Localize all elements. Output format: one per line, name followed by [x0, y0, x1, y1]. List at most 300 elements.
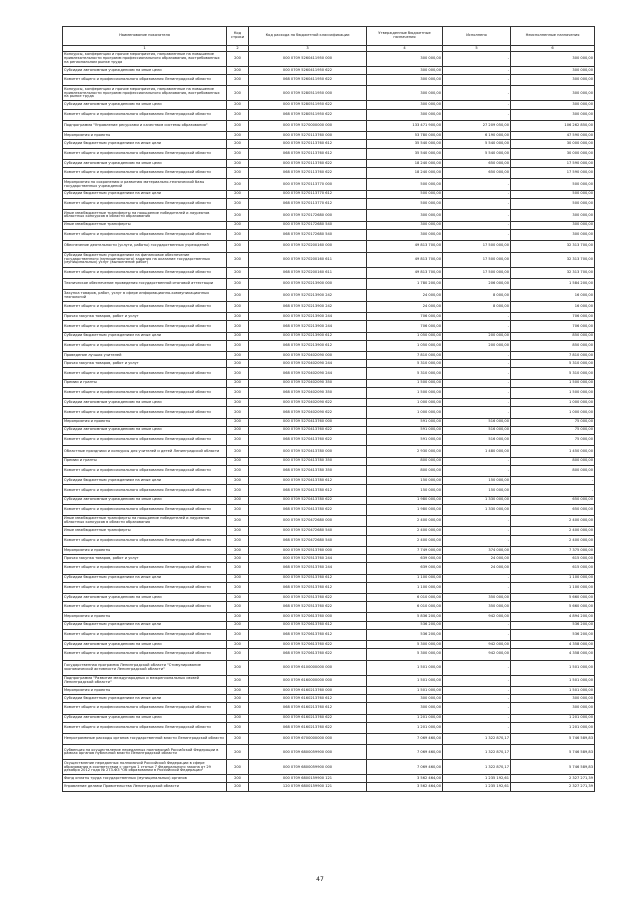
row-line-code: 200	[227, 278, 249, 289]
row-budget-code: 000 0709 5270413780 622	[249, 496, 367, 504]
row-budget-code: 000 0709 5270213900 612	[249, 332, 367, 340]
row-budget-code: 000 0709 5270113760 000	[249, 132, 367, 140]
table-row	[63, 594, 595, 602]
row-budget-code: 000 0709 5270413780 612	[249, 477, 367, 485]
row-executed: -	[443, 229, 511, 240]
table-row	[63, 535, 595, 546]
row-unexecuted: 850 000,00	[511, 332, 595, 340]
header-line-code: Код строки	[227, 27, 249, 46]
row-executed: -	[443, 621, 511, 629]
table-row	[63, 602, 595, 613]
row-unexecuted: 615 000,00	[511, 563, 595, 574]
row-line-code: 200	[227, 229, 249, 240]
row-executed: -	[443, 109, 511, 120]
row-approved: 1 980 000,00	[367, 504, 443, 515]
row-unexecuted: 16 000,00	[511, 301, 595, 312]
row-name: Комитет общего и профессионального образования Ленинградской области	[63, 75, 227, 86]
row-name: Субсидии бюджетным учреждениям на иные цели	[63, 190, 227, 198]
row-unexecuted: 2 400 000,00	[511, 516, 595, 527]
row-executed: -	[443, 387, 511, 398]
table-row	[63, 582, 595, 593]
table-row	[63, 229, 595, 240]
row-name: Комитет общего и профессионального образования Ленинградской области	[63, 321, 227, 332]
row-unexecuted: 32 313 700,00	[511, 252, 595, 267]
row-approved: 3 562 464,00	[367, 783, 443, 791]
table-row	[63, 760, 595, 775]
row-executed: 200 000,00	[443, 340, 511, 351]
row-budget-code: 068 0709 6160213760 622	[249, 722, 367, 733]
row-approved: 35 540 000,00	[367, 148, 443, 159]
row-approved: 1 501 000,00	[367, 660, 443, 675]
row-approved: 591 000,00	[367, 426, 443, 434]
table-row	[63, 457, 595, 465]
row-approved: 24 000,00	[367, 301, 443, 312]
row-unexecuted: 75 000,00	[511, 418, 595, 426]
row-executed: 1 322 870,17	[443, 760, 511, 775]
row-unexecuted: 1 000 000,00	[511, 399, 595, 407]
row-name: Субсидии бюджетным учреждениям на иные цели	[63, 695, 227, 703]
table-row	[63, 686, 595, 694]
row-executed: 8 000,00	[443, 290, 511, 301]
row-approved: 7 069 460,00	[367, 760, 443, 775]
table-row	[63, 418, 595, 426]
row-approved: 1 050 000,00	[367, 340, 443, 351]
row-approved: 5 836 200,00	[367, 613, 443, 621]
row-approved: 35 540 000,00	[367, 140, 443, 148]
row-name: Премии и гранты	[63, 379, 227, 387]
row-approved: 639 000,00	[367, 555, 443, 563]
row-approved: 18 240 000,00	[367, 168, 443, 179]
table-row	[63, 477, 595, 485]
row-budget-code: 068 0709 5270402090 350	[249, 387, 367, 398]
row-unexecuted: 1 500 000,00	[511, 379, 595, 387]
row-unexecuted: 30 000 000,00	[511, 140, 595, 148]
row-budget-code: 000 0709 5280511950 622	[249, 101, 367, 109]
row-budget-code: 000 0709 5270402090 000	[249, 352, 367, 360]
row-line-code: 200	[227, 783, 249, 791]
row-executed: -	[443, 535, 511, 546]
row-approved: 2 400 000,00	[367, 516, 443, 527]
row-name: Прочая закупка товаров, работ и услуг	[63, 313, 227, 321]
row-line-code: 200	[227, 101, 249, 109]
row-budget-code: 068 0709 5270213900 244	[249, 321, 367, 332]
row-unexecuted: 75 000,00	[511, 434, 595, 445]
row-name: Комитет общего и профессионального образования Ленинградской области	[63, 198, 227, 209]
row-line-code: 200	[227, 714, 249, 722]
row-line-code: 200	[227, 301, 249, 312]
row-budget-code: 000 0709 5270113760 612	[249, 140, 367, 148]
row-name: Комитет общего и профессионального образования Ленинградской области	[63, 582, 227, 593]
row-executed: 24 000,00	[443, 555, 511, 563]
row-budget-code: 000 0709 5270402090 622	[249, 399, 367, 407]
row-budget-code: 000 0709 5270513760 000	[249, 546, 367, 554]
table-row	[63, 221, 595, 229]
row-budget-code: 068 0709 5270113760 622	[249, 168, 367, 179]
row-approved: 706 000,00	[367, 321, 443, 332]
row-executed: -	[443, 360, 511, 368]
row-budget-code: 000 0709 5270472680 540	[249, 527, 367, 535]
row-executed: 516 000,00	[443, 434, 511, 445]
row-line-code: 200	[227, 504, 249, 515]
table-row	[63, 340, 595, 351]
row-line-code: 200	[227, 221, 249, 229]
row-unexecuted: 1 501 000,00	[511, 675, 595, 686]
table-row	[63, 527, 595, 535]
table-row	[63, 621, 595, 629]
row-budget-code: 068 0709 5270513760 612	[249, 582, 367, 593]
row-unexecuted: 1 000 000,00	[511, 407, 595, 418]
row-approved: 536 200,00	[367, 621, 443, 629]
table-row	[63, 321, 595, 332]
row-approved: 1 980 000,00	[367, 496, 443, 504]
row-budget-code: 000 0709 5270000000 000	[249, 120, 367, 131]
row-name: Конкурсы, конференции и прочие мероприятия, направленные на повышение привлекательности программ профессионального образования, востребованных на региональном рынке труда	[63, 52, 227, 67]
row-name: Мероприятия по сохранению и развитию материально-технической базы государственных учреждений	[63, 179, 227, 190]
row-executed: 200 000,00	[443, 332, 511, 340]
row-budget-code: 068 0709 5270200160 611	[249, 267, 367, 278]
row-unexecuted: 300 000,00	[511, 75, 595, 86]
row-name: Комитет общего и профессионального образования Ленинградской области	[63, 109, 227, 120]
row-line-code: 200	[227, 675, 249, 686]
row-unexecuted: 1 501 000,00	[511, 660, 595, 675]
row-approved: 591 000,00	[367, 434, 443, 445]
row-executed: -	[443, 379, 511, 387]
row-line-code: 200	[227, 52, 249, 67]
row-name: Комитет общего и профессионального образования Ленинградской области	[63, 722, 227, 733]
row-approved: 1 780 200,00	[367, 278, 443, 289]
row-line-code: 200	[227, 485, 249, 496]
row-approved: 49 813 700,00	[367, 267, 443, 278]
table-row	[63, 649, 595, 660]
table-row	[63, 241, 595, 252]
row-name: Комитет общего и профессионального образования Ленинградской области	[63, 504, 227, 515]
row-approved: 5 300 000,00	[367, 649, 443, 660]
row-line-code: 200	[227, 496, 249, 504]
row-executed: 6 190 000,00	[443, 132, 511, 140]
row-approved: 536 200,00	[367, 629, 443, 640]
row-name: Комитет общего и профессионального образования Ленинградской области	[63, 168, 227, 179]
row-executed: 17 500 000,00	[443, 267, 511, 278]
row-line-code: 200	[227, 210, 249, 221]
row-line-code: 200	[227, 198, 249, 209]
row-name: Субсидии автономным учреждениям на иные цели	[63, 67, 227, 75]
row-line-code: 200	[227, 602, 249, 613]
table-row	[63, 267, 595, 278]
row-budget-code: 000 0709 5270113770 612	[249, 190, 367, 198]
column-number: 2	[227, 46, 249, 52]
row-name: Комитет общего и профессионального образования Ленинградской области	[63, 301, 227, 312]
row-approved: 300 000,00	[367, 75, 443, 86]
row-line-code: 200	[227, 734, 249, 745]
row-approved: 6 010 000,00	[367, 594, 443, 602]
row-line-code: 200	[227, 290, 249, 301]
row-name: Областные праздники и конкурсы для учителей и детей Ленинградской области	[63, 446, 227, 457]
row-budget-code: 068 0709 5270613760 612	[249, 629, 367, 640]
row-name: Иные межбюджетные трансферты на поощрение победителей и лауреатов областных конкурсов в области образования	[63, 516, 227, 527]
row-executed: 942 000,00	[443, 649, 511, 660]
row-executed: -	[443, 457, 511, 465]
row-name: Комитет общего и профессионального образования Ленинградской области	[63, 267, 227, 278]
row-line-code: 200	[227, 582, 249, 593]
row-budget-code: 000 0709 5270213900 242	[249, 290, 367, 301]
row-approved: 1 201 000,00	[367, 722, 443, 733]
table-row	[63, 190, 595, 198]
row-line-code: 200	[227, 67, 249, 75]
row-approved: 1 201 000,00	[367, 714, 443, 722]
row-executed: 942 000,00	[443, 641, 511, 649]
row-budget-code: 000 0709 5260411950 000	[249, 52, 367, 67]
table-row	[63, 504, 595, 515]
row-name: Прочая закупка товаров, работ и услуг	[63, 360, 227, 368]
table-row	[63, 641, 595, 649]
table-row	[63, 301, 595, 312]
row-budget-code: 000 0709 5270113760 622	[249, 159, 367, 167]
row-executed: -	[443, 221, 511, 229]
row-executed: -	[443, 368, 511, 379]
row-budget-code: 068 0709 5270413780 622	[249, 504, 367, 515]
row-budget-code: 000 0709 5270513760 244	[249, 555, 367, 563]
table-row	[63, 120, 595, 131]
row-line-code: 200	[227, 75, 249, 86]
row-name: Субсидии бюджетным учреждениям на финансовое обеспечение государственного (муниципального) задания на оказание государственных (муниципальных) услуг (выполнение работ)	[63, 252, 227, 267]
table-row	[63, 179, 595, 190]
row-unexecuted: 706 000,00	[511, 313, 595, 321]
row-approved: 300 000,00	[367, 67, 443, 75]
table-row	[63, 352, 595, 360]
row-unexecuted: 500 000,00	[511, 179, 595, 190]
row-unexecuted: 5 310 000,00	[511, 360, 595, 368]
row-unexecuted: 1 100 000,00	[511, 582, 595, 593]
row-unexecuted: 300 000,00	[511, 67, 595, 75]
row-unexecuted: 5 310 000,00	[511, 368, 595, 379]
row-name: Премии и гранты	[63, 457, 227, 465]
row-approved: 500 000,00	[367, 179, 443, 190]
row-budget-code: 068 0709 5270172680 540	[249, 229, 367, 240]
table-row	[63, 496, 595, 504]
row-line-code: 200	[227, 148, 249, 159]
row-executed: -	[443, 582, 511, 593]
row-line-code: 200	[227, 140, 249, 148]
row-unexecuted: 300 000,00	[511, 101, 595, 109]
row-unexecuted: 32 313 700,00	[511, 267, 595, 278]
row-name: Государственная программа Ленинградской области "Стимулирование экономической активности Ленинградской области"	[63, 660, 227, 675]
table-row	[63, 368, 595, 379]
row-line-code: 200	[227, 703, 249, 714]
row-line-code: 200	[227, 745, 249, 760]
row-approved: 300 000,00	[367, 210, 443, 221]
row-executed: 650 000,00	[443, 168, 511, 179]
row-unexecuted: -	[511, 485, 595, 496]
row-approved: 1 000 000,00	[367, 407, 443, 418]
row-budget-code: 000 0709 5270402090 244	[249, 360, 367, 368]
table-row	[63, 252, 595, 267]
row-line-code: 200	[227, 477, 249, 485]
row-executed: 374 000,00	[443, 546, 511, 554]
row-line-code: 200	[227, 252, 249, 267]
row-name: Комитет общего и профессионального образования Ленинградской области	[63, 563, 227, 574]
row-executed: 150 000,00	[443, 477, 511, 485]
row-executed: -	[443, 321, 511, 332]
table-body	[63, 52, 595, 792]
row-name: Комитет общего и профессионального образования Ленинградской области	[63, 535, 227, 546]
row-unexecuted: 300 000,00	[511, 221, 595, 229]
table-row	[63, 399, 595, 407]
row-executed: 24 000,00	[443, 563, 511, 574]
row-approved: 24 000,00	[367, 290, 443, 301]
table-row	[63, 574, 595, 582]
row-line-code: 200	[227, 535, 249, 546]
row-executed: 1 235 192,61	[443, 783, 511, 791]
row-name: Проведение лучших учителей	[63, 352, 227, 360]
row-name: Мероприятия и проекты	[63, 546, 227, 554]
row-line-code: 200	[227, 527, 249, 535]
row-unexecuted: 2 327 271,39	[511, 775, 595, 783]
row-budget-code: 000 0709 5270113770 000	[249, 179, 367, 190]
row-name: Субсидии бюджетным учреждениям на иные цели	[63, 574, 227, 582]
row-budget-code: 000 0709 5270172680 000	[249, 210, 367, 221]
row-name: Субсидии автономным учреждениям на иные цели	[63, 714, 227, 722]
row-budget-code: 000 0709 5270200160 611	[249, 252, 367, 267]
row-unexecuted: 16 000,00	[511, 290, 595, 301]
row-executed: -	[443, 686, 511, 694]
row-approved: 300 000,00	[367, 695, 443, 703]
row-line-code: 200	[227, 352, 249, 360]
row-unexecuted: 32 313 700,00	[511, 241, 595, 252]
row-approved: 800 000,00	[367, 465, 443, 476]
row-budget-code: 068 0709 5270113760 612	[249, 148, 367, 159]
row-unexecuted: 4 894 200,00	[511, 613, 595, 621]
row-budget-code: 000 0709 5270613760 000	[249, 613, 367, 621]
row-name: Комитет общего и профессионального образования Ленинградской области	[63, 649, 227, 660]
row-name: Мероприятия и проекты	[63, 686, 227, 694]
row-approved: 18 240 000,00	[367, 159, 443, 167]
row-executed: 350 000,00	[443, 602, 511, 613]
row-budget-code: 068 0709 5270402090 244	[249, 368, 367, 379]
row-executed: -	[443, 101, 511, 109]
row-name: Осуществление переданных полномочий Российской Федерации в сфере образования в соответствии с частью 1 статьи 7 Федерального закона от 29 декабря 2012 года № 273-ФЗ "Об образовании в Российской Федерации"	[63, 760, 227, 775]
row-unexecuted: 5 746 589,83	[511, 734, 595, 745]
row-approved: 133 471 900,00	[367, 120, 443, 131]
row-unexecuted: 536 200,00	[511, 621, 595, 629]
row-name: Обеспечение деятельности (услуги, работы) государственных учреждений	[63, 241, 227, 252]
row-approved: 150 000,00	[367, 477, 443, 485]
row-unexecuted: 5 746 589,83	[511, 760, 595, 775]
row-name: Непрограммные расходы органов государственной власти Ленинградской области	[63, 734, 227, 745]
table-row	[63, 714, 595, 722]
row-line-code: 200	[227, 159, 249, 167]
row-approved: 1 501 000,00	[367, 675, 443, 686]
table-row	[63, 703, 595, 714]
table-row	[63, 546, 595, 554]
table-row	[63, 695, 595, 703]
row-budget-code: 068 0709 5270213900 612	[249, 340, 367, 351]
row-line-code: 200	[227, 379, 249, 387]
row-unexecuted: 650 000,00	[511, 504, 595, 515]
row-budget-code: 068 0709 5270413780 612	[249, 485, 367, 496]
table-row	[63, 168, 595, 179]
table-row	[63, 446, 595, 457]
row-name: Субсидии бюджетным учреждениям на иные цели	[63, 140, 227, 148]
row-line-code: 200	[227, 563, 249, 574]
row-budget-code: 000 0709 5270172680 540	[249, 221, 367, 229]
row-name: Субсидии автономным учреждениям на иные цели	[63, 101, 227, 109]
row-unexecuted: 500 000,00	[511, 198, 595, 209]
row-line-code: 200	[227, 465, 249, 476]
table-row	[63, 290, 595, 301]
row-approved: 500 000,00	[367, 190, 443, 198]
row-line-code: 200	[227, 722, 249, 733]
row-name: Комитет общего и профессионального образования Ленинградской области	[63, 602, 227, 613]
row-name: Комитет общего и профессионального образования Ленинградской области	[63, 629, 227, 640]
table-row	[63, 783, 595, 791]
row-name: Мероприятия и проекты	[63, 613, 227, 621]
header-name: Наименование показателя	[63, 27, 227, 46]
row-line-code: 200	[227, 360, 249, 368]
row-approved: 2 930 000,00	[367, 446, 443, 457]
row-executed: -	[443, 75, 511, 86]
row-line-code: 200	[227, 109, 249, 120]
row-approved: 300 000,00	[367, 229, 443, 240]
row-line-code: 200	[227, 418, 249, 426]
row-executed: -	[443, 574, 511, 582]
row-unexecuted: 1 584 200,00	[511, 278, 595, 289]
row-name: Комитет общего и профессионального образования Ленинградской области	[63, 407, 227, 418]
row-executed: 942 000,00	[443, 613, 511, 621]
row-approved: 1 501 000,00	[367, 686, 443, 694]
row-approved: 300 000,00	[367, 109, 443, 120]
row-name: Комитет общего и профессионального образования Ленинградской области	[63, 434, 227, 445]
row-executed: -	[443, 313, 511, 321]
row-executed: 1 322 870,17	[443, 745, 511, 760]
row-budget-code: 068 0709 5260411950 622	[249, 75, 367, 86]
row-line-code: 200	[227, 267, 249, 278]
row-line-code: 200	[227, 340, 249, 351]
row-budget-code: 000 0709 6160000000 000	[249, 675, 367, 686]
row-name: Комитет общего и профессионального образования Ленинградской области	[63, 340, 227, 351]
row-approved: 150 000,00	[367, 485, 443, 496]
row-unexecuted: 106 262 850,00	[511, 120, 595, 131]
row-budget-code: 120 0709 6800159900 121	[249, 783, 367, 791]
header-unexecuted: Неисполненные назначения	[511, 27, 595, 46]
row-approved: 2 400 000,00	[367, 535, 443, 546]
row-line-code: 200	[227, 457, 249, 465]
table-row	[63, 278, 595, 289]
table-row	[63, 67, 595, 75]
row-unexecuted: 500 000,00	[511, 190, 595, 198]
row-unexecuted: 300 000,00	[511, 210, 595, 221]
row-unexecuted: 1 201 000,00	[511, 722, 595, 733]
table-row	[63, 675, 595, 686]
row-name: Субсидии бюджетным учреждениям на иные цели	[63, 621, 227, 629]
row-approved: 7 069 460,00	[367, 734, 443, 745]
table-row	[63, 109, 595, 120]
row-line-code: 200	[227, 775, 249, 783]
row-unexecuted: 2 400 000,00	[511, 527, 595, 535]
row-line-code: 200	[227, 555, 249, 563]
row-budget-code: 000 0709 6800059900 000	[249, 760, 367, 775]
row-executed: 1 322 870,17	[443, 734, 511, 745]
row-approved: 800 000,00	[367, 457, 443, 465]
row-unexecuted: 800 000,00	[511, 465, 595, 476]
table-row	[63, 407, 595, 418]
row-line-code: 200	[227, 660, 249, 675]
row-budget-code: 000 0709 6800059900 000	[249, 745, 367, 760]
row-approved: 1 000 000,00	[367, 399, 443, 407]
row-executed: 5 540 000,00	[443, 148, 511, 159]
row-executed: -	[443, 722, 511, 733]
row-line-code: 200	[227, 168, 249, 179]
table-row	[63, 734, 595, 745]
